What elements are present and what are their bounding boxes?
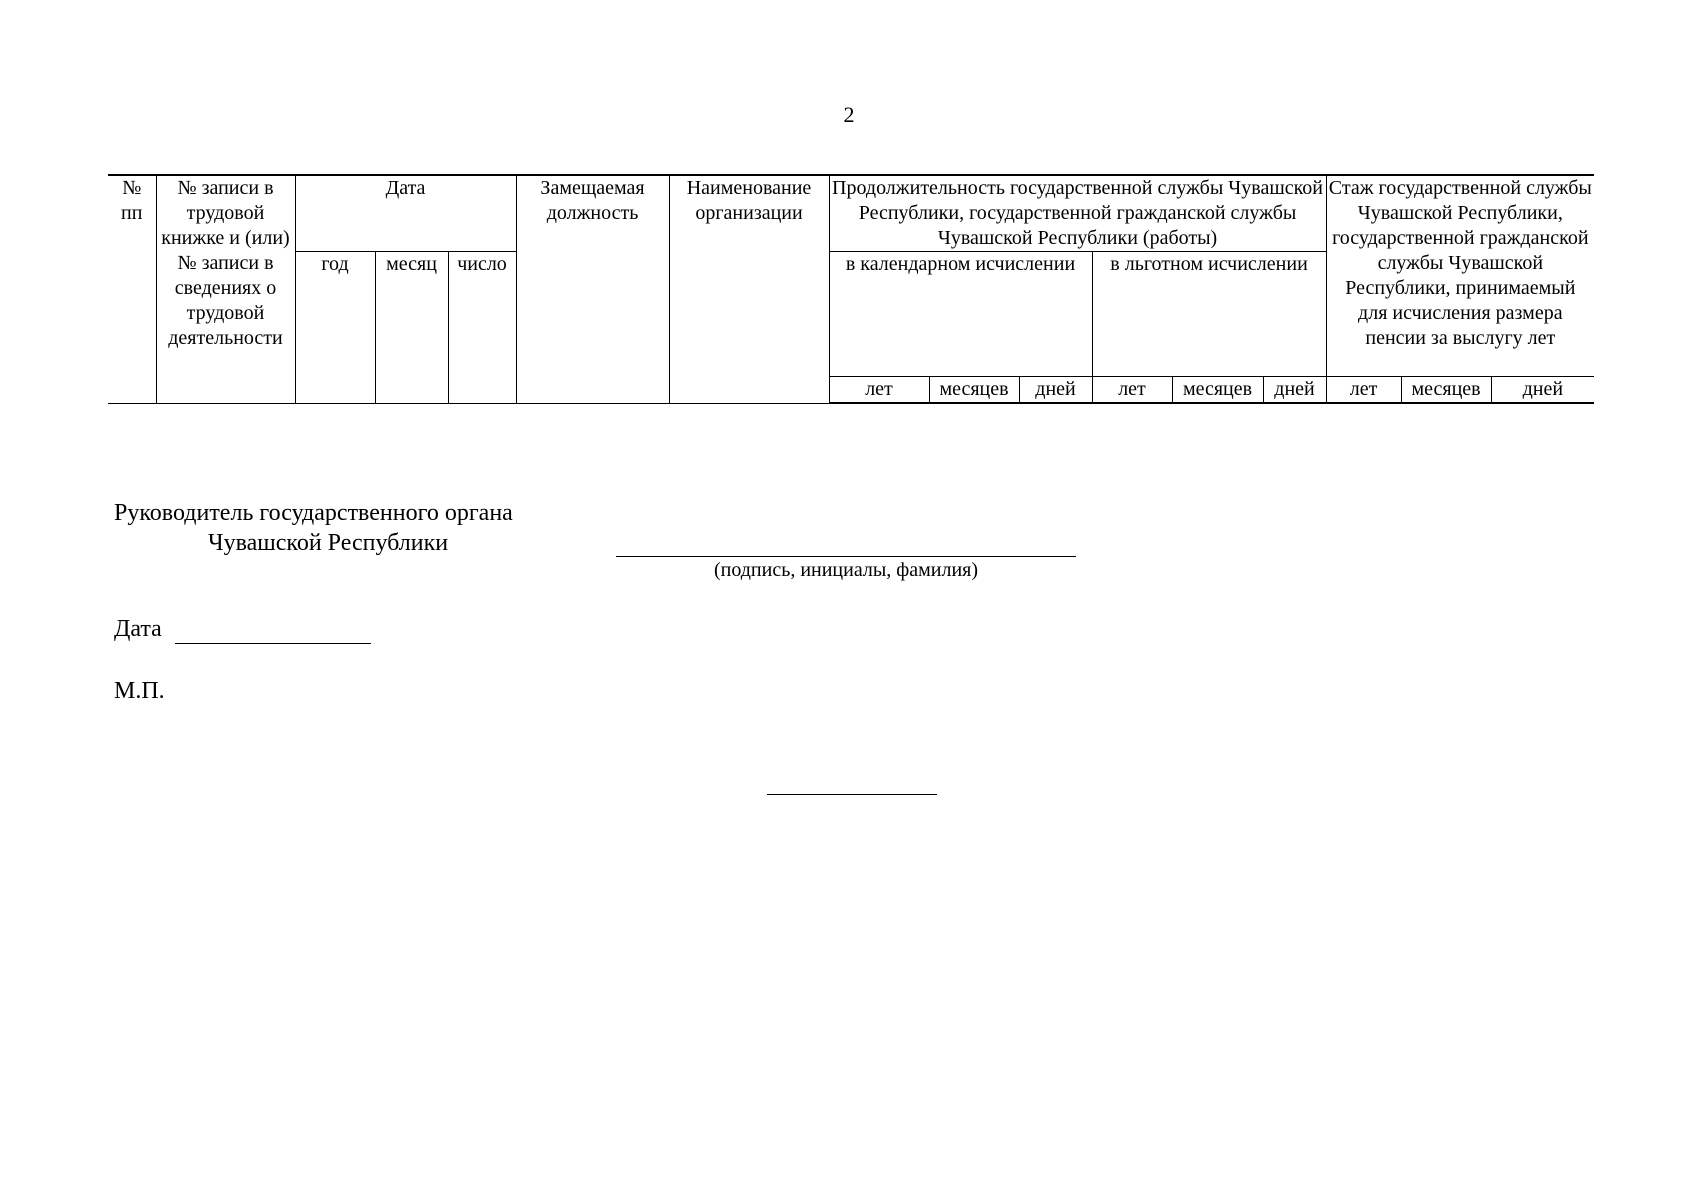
experience-days: дней [1491, 377, 1594, 404]
header-date-month: месяц [375, 252, 448, 404]
header-date-day: число [448, 252, 516, 404]
header-record-number: № записи в трудовой книжке и (или) № записи в сведениях о трудовой деятельности [156, 175, 295, 403]
calendar-years: лет [829, 377, 929, 404]
header-preferential-calculation: в льготном исчислении [1092, 252, 1326, 377]
signatory-title-line2: Чувашской Республики [208, 530, 449, 556]
date-line [175, 643, 371, 644]
signatory-title-line1: Руководитель государственного органа [114, 500, 513, 526]
preferential-days: дней [1263, 377, 1326, 404]
preferential-months: месяцев [1172, 377, 1263, 404]
header-date: Дата [295, 175, 516, 252]
experience-years: лет [1326, 377, 1401, 404]
end-rule [767, 794, 937, 795]
header-service-duration: Продолжительность государственной службы Чувашской Республики, государственной гражданской службы Чувашской Республики (работы) [829, 175, 1326, 252]
header-organization: Наименование организации [669, 175, 829, 403]
header-calendar-calculation: в календарном исчислении [829, 252, 1092, 377]
calendar-months: месяцев [929, 377, 1019, 404]
seal-placeholder: М.П. [114, 678, 165, 704]
page-number: 2 [843, 102, 855, 127]
header-num: № пп [108, 175, 156, 403]
signature-line [616, 556, 1076, 557]
header-date-year: год [295, 252, 375, 404]
experience-months: месяцев [1401, 377, 1491, 404]
calendar-days: дней [1019, 377, 1092, 404]
date-label: Дата [114, 616, 162, 642]
signature-caption: (подпись, инициалы, фамилия) [713, 559, 979, 581]
header-position: Замещаемая должность [516, 175, 669, 403]
service-record-table [108, 174, 1594, 404]
header-pension-experience: Стаж государственной службы Чувашской Республики, государственной гражданской службы Чувашской Республики, принимаемый для исчисления размера пенсии за выслугу лет [1326, 175, 1594, 377]
preferential-years: лет [1092, 377, 1172, 404]
